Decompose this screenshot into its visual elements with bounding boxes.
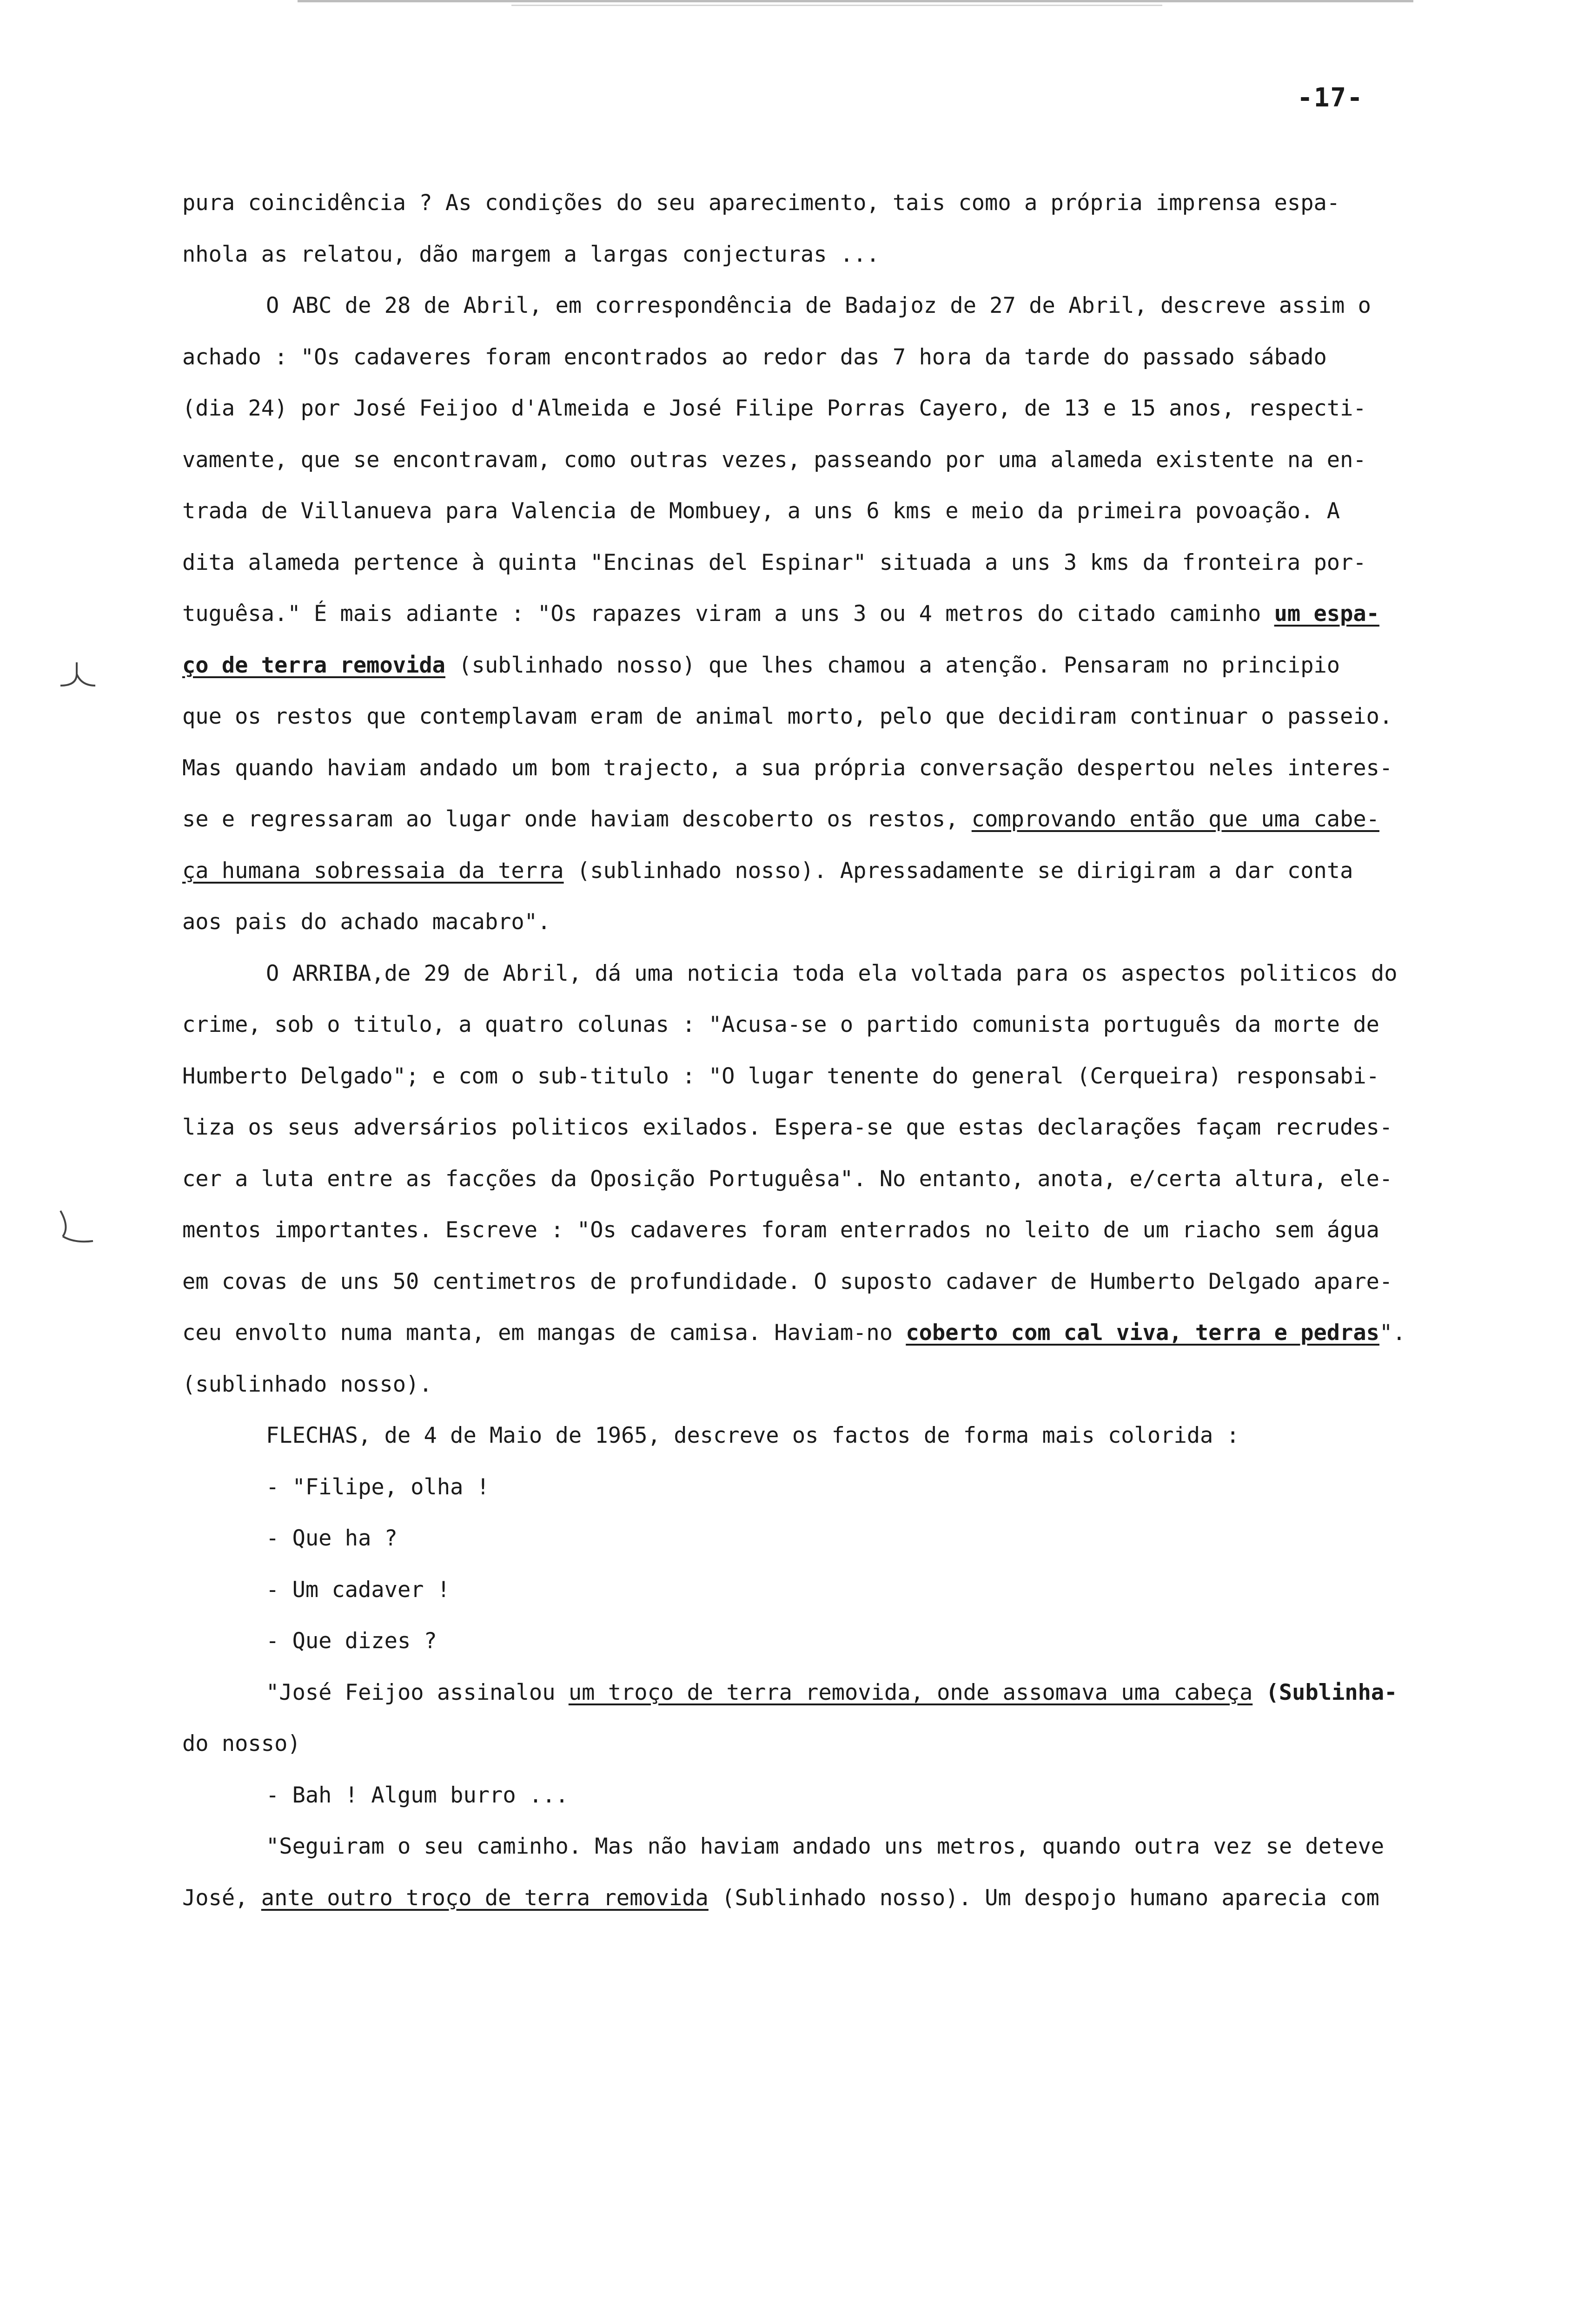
text-line: José, ante outro troço de terra removida (Sublinhado nosso). Um despojo humano aparecia com — [182, 1885, 1379, 1911]
dialogue-line: - Que dizes ? — [266, 1628, 437, 1654]
text-line: ceu envolto numa manta, em mangas de camisa. Haviam-no coberto com cal viva, terra e pedras". — [182, 1320, 1406, 1346]
text-line: mentos importantes. Escreve : "Os cadaveres foram enterrados no leito de um riacho sem água — [182, 1217, 1379, 1243]
text-line: do nosso) — [182, 1731, 301, 1756]
text-line: Mas quando haviam andado um bom trajecto, a sua própria conversação despertou neles interes- — [182, 755, 1393, 781]
text-line: aos pais do achado macabro". — [182, 909, 551, 935]
text-line: "Seguiram o seu caminho. Mas não haviam andado uns metros, quando outra vez se deteve — [266, 1834, 1385, 1859]
paragraph-abc-start: O ABC de 28 de Abril, em correspondência de Badajoz de 27 de Abril, descreve assim o — [266, 293, 1371, 318]
text-line: dita alameda pertence à quinta "Encinas del Espinar" situada a uns 3 kms da fronteira por- — [182, 549, 1366, 575]
text-line: que os restos que contemplavam eram de animal morto, pelo que decidiram continuar o passeio. — [182, 704, 1393, 729]
text-line: "José Feijoo assinalou um troço de terra removida, onde assomava uma cabeça (Sublinha- — [266, 1679, 1398, 1705]
dialogue-line: - Um cadaver ! — [266, 1577, 451, 1603]
text-line: crime, sob o titulo, a quatro colunas : "Acusa-se o partido comunista português da morte de — [182, 1012, 1379, 1037]
paragraph-flechas-start: FLECHAS, de 4 de Maio de 1965, descreve os factos de forma mais colorida : — [266, 1423, 1239, 1448]
text-line: liza os seus adversários politicos exilados. Espera-se que estas declarações façam recrudes- — [182, 1115, 1393, 1140]
text-line: cer a luta entre as facções da Oposição Portuguêsa". No entanto, anota, e/certa altura, ele- — [182, 1166, 1393, 1192]
text-line: em covas de uns 50 centimetros de profundidade. O suposto cadaver de Humberto Delgado apare- — [182, 1268, 1393, 1294]
text-line: nhola as relatou, dão margem a largas conjecturas ... — [182, 241, 880, 267]
dialogue-line: - Bah ! Algum burro ... — [266, 1782, 569, 1808]
paragraph-arriba-start: O ARRIBA,de 29 de Abril, dá uma noticia toda ela voltada para os aspectos politicos do — [266, 960, 1398, 986]
dialogue-line: - Que ha ? — [266, 1525, 398, 1551]
scan-top-edge — [298, 0, 1413, 2]
text-line: se e regressaram ao lugar onde haviam descoberto os restos, comprovando então que uma cabe- — [182, 806, 1379, 832]
underlined-phrase: ça humana sobressaia da terra — [182, 858, 564, 884]
document-body — [182, 178, 1568, 1924]
scan-top-edge-inner — [511, 5, 1162, 6]
dialogue-line: - "Filipe, olha ! — [266, 1474, 490, 1500]
text-line: (dia 24) por José Feijoo d'Almeida e José Filipe Porras Cayero, de 13 e 15 anos, respecti- — [182, 396, 1366, 421]
underlined-phrase: coberto com cal viva, terra e pedras — [906, 1320, 1379, 1346]
text-line: (sublinhado nosso). — [182, 1371, 432, 1397]
margin-bracket-mark — [56, 660, 98, 697]
page-number: -17- — [1297, 83, 1364, 113]
text-line: ça humana sobressaia da terra (sublinhado nosso). Apressadamente se dirigiram a dar conta — [182, 858, 1353, 884]
text-line: Humberto Delgado"; e com o sub-titulo : "O lugar tenente do general (Cerqueira) responsabi- — [182, 1063, 1379, 1089]
underlined-phrase: um troço de terra removida, onde assomava uma cabeça — [568, 1679, 1253, 1705]
text-line: achado : "Os cadaveres foram encontrados ao redor das 7 hora da tarde do passado sábado — [182, 344, 1327, 370]
text-line: trada de Villanueva para Valencia de Mombuey, a uns 6 kms e meio da primeira povoação. A — [182, 498, 1340, 524]
margin-bracket-mark — [51, 1208, 98, 1250]
underlined-phrase: comprovando então que uma cabe- — [971, 806, 1379, 832]
underlined-phrase: ante outro troço de terra removida — [261, 1885, 709, 1911]
underlined-phrase: um espa- — [1274, 601, 1379, 627]
text-line: vamente, que se encontravam, como outras vezes, passeando por uma alameda existente na en- — [182, 447, 1366, 473]
text-line: pura coincidência ? As condições do seu aparecimento, tais como a própria imprensa espa- — [182, 190, 1340, 216]
text-line: ço de terra removida (sublinhado nosso) que lhes chamou a atenção. Pensaram no principio — [182, 652, 1340, 678]
text-line: tuguêsa." É mais adiante : "Os rapazes viram a uns 3 ou 4 metros do citado caminho um espa- — [182, 601, 1379, 627]
underlined-phrase: ço de terra removida — [182, 652, 445, 678]
